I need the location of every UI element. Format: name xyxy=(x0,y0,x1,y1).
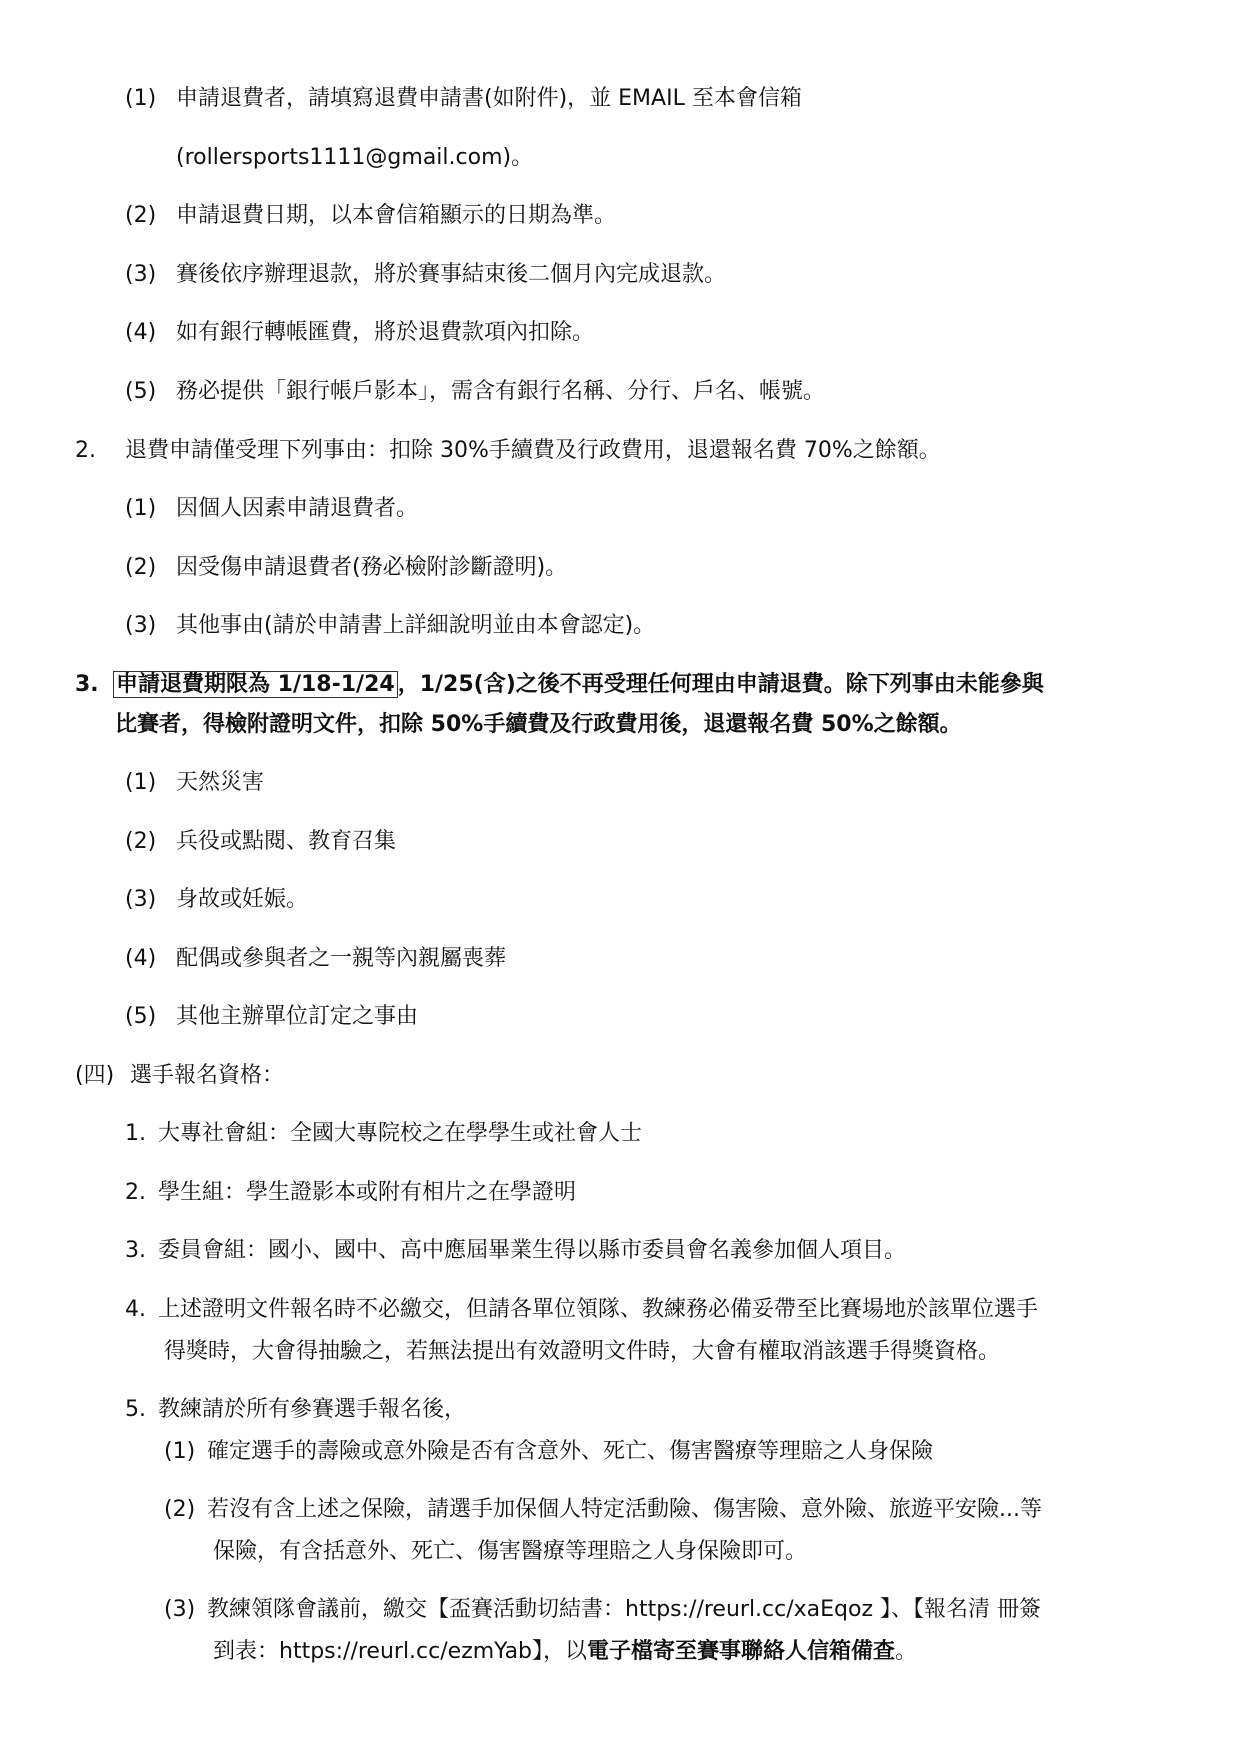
section2-item: 因個人因素申請退費者。 xyxy=(176,496,419,521)
refund-item-email: 申請退費者，請填寫退費申請書(如附件)，並 EMAIL 至本會信箱 xyxy=(176,86,802,111)
section3-item: 兵役或點閱、教育召集 xyxy=(176,829,397,854)
list-number: (2) xyxy=(125,203,157,228)
coach-item-cont: 保險，有含括意外、死亡、傷害醫療等理賠之人身保險即可。 xyxy=(213,1539,808,1564)
section3-item: 配偶或參與者之一親等內親屬喪葬 xyxy=(176,946,507,971)
list-number: (5) xyxy=(125,379,157,404)
coach-item-forms-cont xyxy=(213,1637,917,1667)
list-number: (3) xyxy=(164,1597,196,1622)
eligibility-item-cont: 得獎時，大會得抽驗之，若無法提出有效證明文件時，大會有權取消該選手得獎資格。 xyxy=(164,1339,1001,1364)
refund-item-bank: 務必提供「銀行帳戶影本」，需含有銀行名稱、分行、戶名、帳號。 xyxy=(176,379,826,404)
refund-item-schedule: 賽後依序辦理退款，將於賽事結束後二個月內完成退款。 xyxy=(176,262,727,287)
list-number: (4) xyxy=(125,320,157,345)
list-number: 5. xyxy=(125,1397,146,1422)
list-number: 3. xyxy=(125,1238,146,1263)
list-number: (3) xyxy=(125,262,157,287)
section3-item: 身故或妊娠。 xyxy=(176,887,309,912)
list-number: (2) xyxy=(125,829,157,854)
list-number: (3) xyxy=(125,613,157,638)
section-number: 2. xyxy=(75,438,96,463)
forms-link-text: 到表：https://reurl.cc/ezmYab】，以 xyxy=(213,1639,588,1664)
list-number: (2) xyxy=(164,1497,196,1522)
section3-heading-rest: ，1/25(含)之後不再受理任何理由申請退費。除下列事由未能參與 xyxy=(397,672,1044,697)
section3-item: 其他主辦單位訂定之事由 xyxy=(176,1004,419,1029)
eligibility-item: 學生組：學生證影本或附有相片之在學證明 xyxy=(158,1180,577,1205)
list-number: (4) xyxy=(125,946,157,971)
list-number: 1. xyxy=(125,1121,146,1146)
list-number: (3) xyxy=(125,887,157,912)
list-number: 4. xyxy=(125,1297,146,1322)
section-number: 3. xyxy=(75,672,99,697)
eligibility-item: 大專社會組：全國大專院校之在學學生或社會人士 xyxy=(158,1121,643,1146)
list-number: (1) xyxy=(164,1439,196,1464)
refund-email-address: (rollersports1111@gmail.com)。 xyxy=(176,145,534,170)
section-number: (四) xyxy=(75,1063,115,1088)
list-number: (1) xyxy=(125,86,157,111)
submit-instruction: 電子檔寄至賽事聯絡人信箱備查 xyxy=(587,1639,896,1664)
list-number: (5) xyxy=(125,1004,157,1029)
eligibility-item: 委員會組：國小、國中、高中應屆畢業生得以縣市委員會名義參加個人項目。 xyxy=(158,1238,907,1263)
section3-heading-line2: 比賽者，得檢附證明文件，扣除 50%手續費及行政費用後，退還報名費 50%之餘額。 xyxy=(115,712,962,737)
section3-item: 天然災害 xyxy=(176,770,265,795)
list-number: 2. xyxy=(125,1180,146,1205)
coach-item: 確定選手的壽險或意外險是否有含意外、死亡、傷害醫療等理賠之人身保險 xyxy=(207,1439,934,1464)
refund-item-fee: 如有銀行轉帳匯費，將於退費款項內扣除。 xyxy=(176,320,595,345)
section3-heading-line1 xyxy=(113,670,1044,700)
section2-item: 因受傷申請退費者(務必檢附診斷證明)。 xyxy=(176,555,568,580)
section2-heading: 退費申請僅受理下列事由：扣除 30%手續費及行政費用，退還報名費 70%之餘額。 xyxy=(125,438,941,463)
sentence-end: 。 xyxy=(895,1639,918,1664)
section2-item: 其他事由(請於申請書上詳細說明並由本會認定)。 xyxy=(176,613,656,638)
refund-deadline-box: 申請退費期限為 1/18-1/24 xyxy=(113,671,398,698)
eligibility-item: 上述證明文件報名時不必繳交，但請各單位領隊、教練務必備妥帶至比賽場地於該單位選手 xyxy=(158,1297,1039,1322)
eligibility-item: 教練請於所有參賽選手報名後， xyxy=(158,1397,467,1422)
coach-item: 若沒有含上述之保險，請選手加保個人特定活動險、傷害險、意外險、旅遊平安險...等 xyxy=(207,1497,1042,1522)
list-number: (2) xyxy=(125,555,157,580)
refund-item-date: 申請退費日期，以本會信箱顯示的日期為準。 xyxy=(176,203,617,228)
section4-title: 選手報名資格： xyxy=(130,1063,285,1088)
list-number: (1) xyxy=(125,496,157,521)
coach-item-forms: 教練領隊會議前，繳交【盃賽活動切結書：https://reurl.cc/xaEqoz 】、【報名清 冊簽 xyxy=(207,1597,1042,1622)
list-number: (1) xyxy=(125,770,157,795)
